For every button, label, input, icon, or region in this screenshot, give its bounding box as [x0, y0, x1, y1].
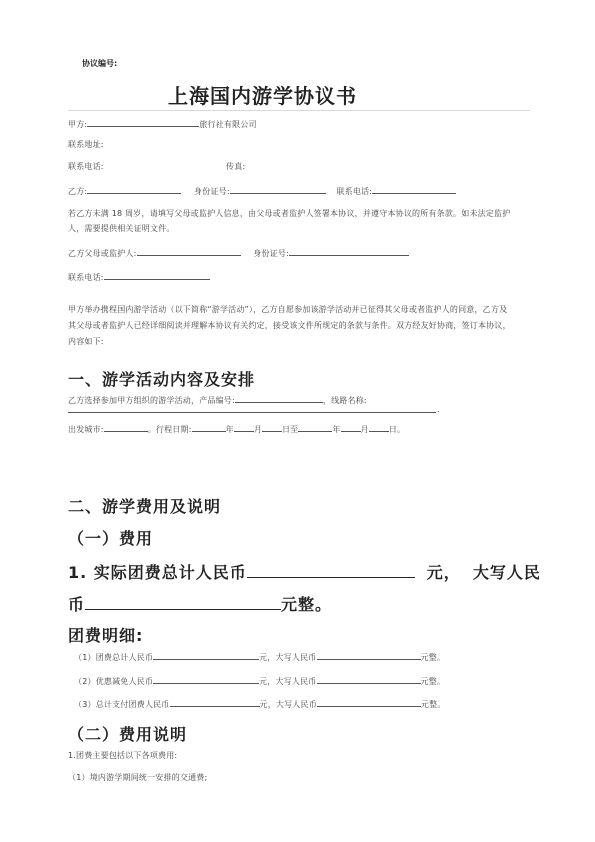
party-b-id-label: 身份证号:	[194, 187, 230, 196]
start-day-field[interactable]	[262, 422, 282, 432]
end-year-field[interactable]	[298, 422, 332, 432]
party-a-address-label: 联系地址:	[68, 140, 104, 149]
fee-details-heading: 团费明细:	[68, 626, 144, 645]
party-b-label: 乙方:	[68, 187, 88, 196]
route-line-end: .	[437, 405, 440, 414]
departure-city-field[interactable]	[104, 422, 148, 432]
minor-note-line-2: 人，需要提供相关证明文件。	[68, 224, 175, 233]
fee-detail-end: 元整。	[420, 700, 446, 709]
product-no-field[interactable]	[235, 393, 323, 403]
fee-detail-amount-field[interactable]	[153, 674, 259, 684]
route-label: ，线路名称:	[322, 396, 367, 405]
guardian-id-field[interactable]	[289, 246, 409, 256]
end-month-field[interactable]	[341, 422, 361, 432]
document-title: 上海国内游学协议书	[168, 84, 357, 108]
fee-detail-row-3	[74, 697, 446, 710]
guardian-id-label: 身份证号:	[253, 249, 289, 258]
day-end-label: 日。	[388, 425, 406, 434]
party-b-phone-label: 联系电话:	[336, 187, 373, 196]
route-name-line[interactable]	[68, 412, 436, 413]
party-a-row	[68, 117, 257, 130]
fee-note-1: 1.团费主要包括以下各项费用:	[68, 751, 178, 760]
start-year-field[interactable]	[192, 422, 226, 432]
guardian-phone-label: 联系电话:	[68, 273, 104, 282]
party-b-name-field[interactable]	[87, 184, 181, 194]
guardian-phone-row	[68, 270, 210, 283]
fee-detail-label: （3）总计支付团费人民币	[74, 700, 170, 709]
end-day-field[interactable]	[369, 422, 389, 432]
start-month-field[interactable]	[234, 422, 254, 432]
total-fee-upper-label: 大写人民	[472, 563, 541, 582]
guardian-label: 乙方父母或监护人:	[68, 249, 137, 258]
total-fee-label: 1. 实际团费总计人民币	[68, 563, 247, 582]
fee-detail-upper-field[interactable]	[317, 674, 421, 684]
fee-detail-amount-field[interactable]	[153, 650, 259, 660]
total-fee-upper-end: 元整。	[281, 595, 333, 614]
total-fee-unit: 元，	[426, 563, 461, 582]
party-b-phone-field[interactable]	[372, 184, 456, 194]
month-label-2: 月	[360, 425, 369, 434]
party-a-label: 甲方:	[68, 120, 88, 129]
fee-detail-end: 元整。	[420, 653, 446, 662]
total-fee-line-2	[68, 592, 332, 615]
guardian-phone-field[interactable]	[104, 270, 210, 280]
fee-detail-row-2	[74, 674, 445, 687]
total-fee-field[interactable]	[247, 561, 415, 578]
fee-detail-mid: 元，大写人民币	[259, 653, 317, 662]
fee-detail-mid: 元，大写人民币	[259, 677, 317, 686]
year-label: 年	[225, 425, 234, 434]
agreement-number-label: 协议编号:	[82, 59, 118, 68]
intro-line-1: 甲方举办携程国内游学活动（以下简称“游学活动”），乙方自愿参加该游学活动并已征得其父母或者监护人的同意，乙方及	[68, 305, 508, 314]
title-divider	[68, 110, 530, 111]
departure-label: 出发城市:	[68, 425, 104, 434]
guardian-row	[68, 246, 409, 259]
total-fee-line-1	[68, 560, 541, 583]
fee-detail-mid: 元，大写人民币	[259, 700, 317, 709]
section-1-heading: 一、游学活动内容及安排	[68, 370, 256, 389]
party-b-row	[68, 184, 456, 197]
day-to-label: 日至	[282, 425, 299, 434]
fee-detail-upper-field[interactable]	[317, 697, 421, 707]
fee-detail-row-1	[74, 650, 445, 663]
fee-detail-amount-field[interactable]	[170, 697, 260, 707]
fee-detail-upper-field[interactable]	[317, 650, 421, 660]
party-a-fax-label: 传真:	[226, 162, 246, 171]
intro-line-3: 内容如下:	[68, 337, 104, 346]
total-fee-upper-field[interactable]	[85, 593, 281, 610]
product-text: 乙方选择参加甲方组织的游学活动，产品编号:	[68, 396, 235, 405]
fee-notes-subheading: （二）费用说明	[68, 725, 188, 744]
party-b-id-field[interactable]	[230, 184, 326, 194]
date-label: 。行程日期:	[147, 425, 192, 434]
party-a-name-field[interactable]	[87, 117, 199, 127]
product-row	[68, 393, 367, 406]
year-label-2: 年	[332, 425, 341, 434]
section-2-heading: 二、游学费用及说明	[68, 497, 222, 516]
fee-detail-end: 元整。	[420, 677, 446, 686]
fees-subheading: （一）费用	[68, 529, 154, 548]
departure-row	[68, 422, 405, 435]
total-fee-currency: 币	[68, 595, 86, 614]
guardian-name-field[interactable]	[137, 246, 241, 256]
party-a-phone-label: 联系电话:	[68, 162, 104, 171]
fee-note-2: （1）境内游学期间统一安排的交通费;	[68, 773, 208, 782]
fee-detail-label: （2）优惠减免人民币	[74, 677, 154, 686]
fee-detail-label: （1）团费总计人民币	[74, 653, 154, 662]
party-a-suffix: 旅行社有限公司	[199, 120, 257, 129]
minor-note-line-1: 若乙方未满 18 周岁，请填写父母或监护人信息，由父母或者监护人签署本协议，并遵守本协议的所有条款。如未法定监护	[68, 209, 511, 218]
intro-line-2: 其父母或者监护人已经详细阅读并理解本协议有关约定，接受该文件所规定的条款与条件。双方经友好协商，签订本协议，	[68, 321, 511, 330]
month-label: 月	[253, 425, 263, 434]
